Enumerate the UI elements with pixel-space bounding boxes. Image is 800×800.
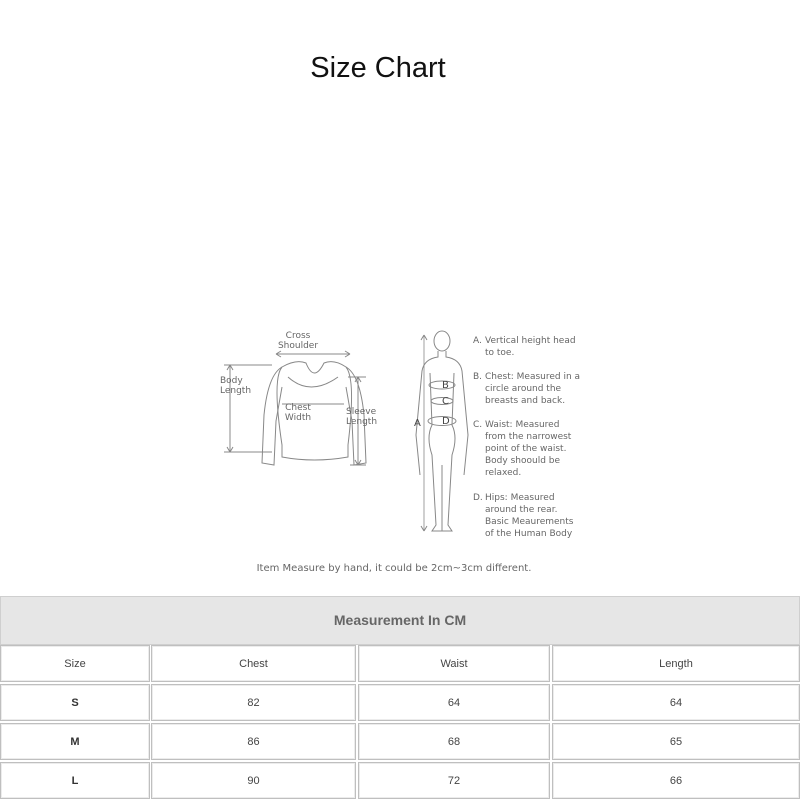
letter-d: D [442,416,450,427]
table-cell-waist: 72 [358,762,550,799]
table-cell-size: S [0,684,150,721]
note-a: A. Vertical height head to toe. [473,336,576,358]
chest-width-label: Chest Width [284,403,312,423]
table-cell-chest: 86 [151,723,356,760]
table-cell-chest: 90 [151,762,356,799]
table-cell-waist: 68 [358,723,550,760]
letter-b: B [442,380,449,391]
table-cell-chest: 82 [151,684,356,721]
column-header-chest: Chest [151,645,356,682]
table-cell-length: 65 [552,723,800,760]
table-caption: Measurement In CM [333,612,467,628]
column-header-size: Size [0,645,150,682]
body-length-label: Body Length [220,376,252,396]
table-cell-size: M [0,723,150,760]
sleeve-length-label: Sleeve Length [346,407,378,427]
column-header-length: Length [552,645,800,682]
note-b: B. Chest: Measured in a circle around the breasts and back. [473,372,581,406]
measure-footnote: Item Measure by hand, it could be 2cm~3cm different. [256,563,532,574]
column-header-waist: Waist [358,645,550,682]
letter-a: A [414,418,421,429]
table-cell-length: 66 [552,762,800,799]
letter-c: C [442,396,449,407]
page-title: Size Chart [310,52,446,84]
note-c: C. Waist: Measured from the narrowest point of the waist. Body shoould be relaxed. [473,420,572,478]
table-cell-size: L [0,762,150,799]
table-cell-waist: 64 [358,684,550,721]
cross-shoulder-label: Cross Shoulder [277,331,319,351]
table-cell-length: 64 [552,684,800,721]
table-caption-bar [0,596,800,645]
measurement-diagram [210,325,600,585]
note-d: D. Hips: Measured around the rear. Basic Meaurements of the Human Body [473,493,574,539]
